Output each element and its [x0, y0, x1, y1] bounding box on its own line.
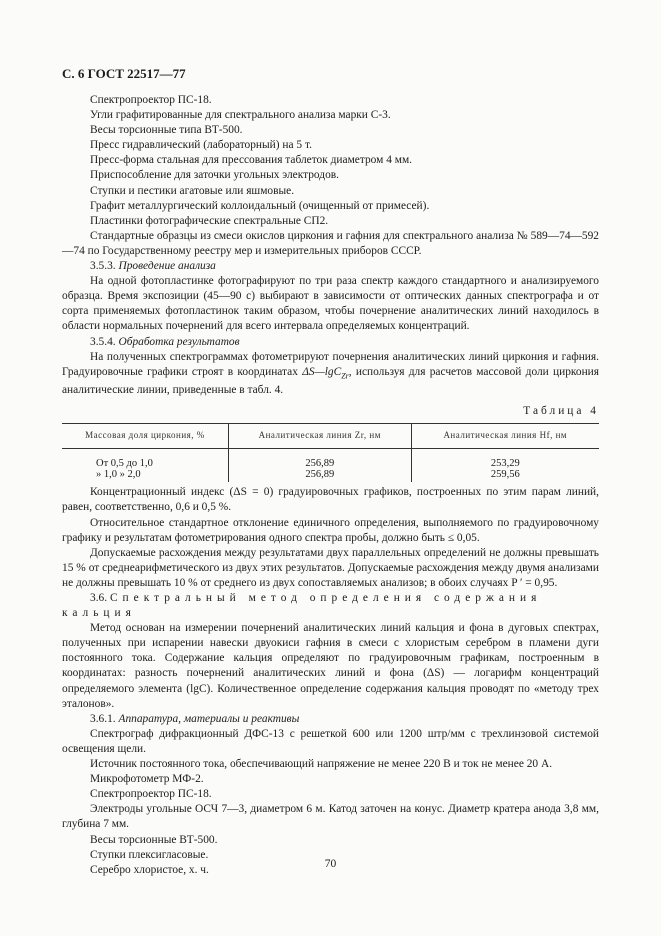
table-header-cell: Массовая доля циркония, % — [62, 424, 228, 449]
section-text: Метод основан на измерении почернений аналитических линий кальция и фона в дуговых спектрах, полученных при испарении навески двуокиси гафния в смеси с хлористым серебром в пламени дуги постоянного тока. Содержание кальция определяют по градуировочным графикам, построенным в координатах: разность почернений аналитических линий и фона (ΔS) — логарифм концентраций определяемого элемента (lgC). Количественное определение содержания кальция проводят по «методу трех эталонов». — [62, 622, 599, 710]
section-text: На одной фотопластинке фотографируют по три раза спектр каждого стандартного и анализируемого образца. Время экспозиции (45—90 с) выбирают в зависимости от оптических данных спектрографа и от сорта применяемых фотопластинок таким образом, чтобы почернение аналитических линий находилось в области нормальных почернений для всего интервала определяемых концентраций. — [62, 275, 599, 333]
formula: ΔS—lgC — [302, 365, 342, 378]
table-cell: От 0,5 до 1,0 — [96, 458, 153, 470]
table-cell: 256,89 — [228, 469, 411, 482]
section-title: Аппаратура, материалы и реактивы — [118, 712, 300, 725]
table-cell: » 1,0 » 2,0 — [96, 469, 141, 481]
section-heading-3-5-3 — [62, 259, 599, 274]
equipment-item: Ступки и пестики агатовые или яшмовые. — [90, 184, 295, 197]
equipment-item: Ступки плексигласовые. — [90, 848, 209, 861]
table-cell: 253,29 — [411, 449, 599, 470]
equipment-item: Графит металлургический коллоидальный (очищенный от примесей). — [90, 199, 430, 212]
formula-subscript: Zr — [341, 370, 349, 380]
document-body — [62, 93, 599, 878]
equipment-item: Серебро хлористое, х. ч. — [90, 863, 209, 876]
equipment-item: Микрофотометр МФ-2. — [90, 773, 204, 786]
paragraph: Концентрационный индекс (ΔS = 0) градуировочных графиков, построенных по этим парам линий, равен, соответственно, 0,6 и 0,5 %. — [62, 486, 599, 514]
section-number: 3.5.3. — [90, 260, 116, 273]
equipment-item: Источник постоянного тока, обеспечивающий напряжение не менее 220 В и ток не менее 20 А. — [90, 758, 553, 771]
section-heading-3-6-1 — [62, 712, 599, 727]
equipment-item: Спектропроектор ПС-18. — [90, 788, 212, 801]
standards-paragraph: Стандартные образцы из смеси окислов циркония и гафния для спектрального анализа № 589—74—592—74 по Государственному реестру мер и измерительных приборов СССР. — [62, 229, 599, 257]
text-before-formula: На полученных спектрограммах фотометрируют почернения аналитических линий циркония и гафния. Градуировочные графики строят в координатах — [62, 350, 599, 378]
table-header-cell: Аналитическая линия Hf, нм — [411, 424, 599, 449]
equipment-item: Угли графитированные для спектрального анализа марки С-3. — [90, 109, 391, 122]
text-after-formula: , используя для расчетов массовой доли циркония аналитические линии, приведенные в табл. 4. — [62, 365, 600, 397]
equipment-item: Весы торсионные ВТ-500. — [90, 833, 218, 846]
equipment-item: Спектропроектор ПС-18. — [90, 94, 212, 106]
equipment-item: Электроды угольные ОСЧ 7—3, диаметром 6 м. Катод заточен на конус. Диаметр кратера анода 3,8 мм, глубина 7 мм. — [62, 803, 599, 831]
page-number: 70 — [324, 858, 337, 870]
section-title: Проведение анализа — [118, 260, 216, 273]
equipment-item: Пресс гидравлический (лабораторный) на 5 т. — [90, 139, 312, 152]
table-title: Таблица 4 — [523, 405, 599, 418]
section-number: 3.6.1. — [90, 712, 116, 725]
table-header-row — [62, 424, 599, 449]
section-heading-3-5-4 — [62, 335, 599, 350]
table-row — [62, 449, 599, 470]
equipment-item: Приспособление для заточки угольных электродов. — [90, 169, 340, 182]
section-number: 3.5.4. — [90, 335, 116, 348]
table-row — [62, 469, 599, 482]
equipment-item: Пластинки фотографические спектральные СП2. — [90, 214, 329, 227]
paragraph: Допускаемые расхождения между результатами двух параллельных определений не должны превышать 15 % от среднеарифметического из двух этих результатов. Допускаемые расхождения между двумя анализами не должны превышать 10 % от среднего из двух сопоставляемых анализов; в обоих случаях P ′ = 0,95. — [62, 546, 599, 589]
section-number: 3.6. — [90, 592, 108, 604]
paragraph: Относительное стандартное отклонение единичного определения, выполняемого по градуировочному графику и результатам фотометрирования одного спектра пробы, должно быть ≤ 0,05. — [62, 516, 599, 544]
table-cell: 259,56 — [411, 469, 599, 482]
section-heading-3-6 — [62, 591, 599, 621]
equipment-item: Пресс-форма стальная для прессования таблеток диаметром 4 мм. — [90, 154, 413, 167]
section-title: Обработка результатов — [118, 335, 240, 348]
section-title: Спектральный метод определения содержания кальция — [62, 592, 542, 620]
table-4 — [62, 423, 599, 482]
page-header: С. 6 ГОСТ 22517—77 — [62, 66, 186, 81]
equipment-item: Весы торсионные типа ВТ-500. — [90, 124, 243, 137]
equipment-item: Спектрограф дифракционный ДФС-13 с решеткой 600 или 1200 штр/мм с трехлинзовой системой освещения щели. — [62, 727, 599, 755]
section-text — [62, 350, 599, 399]
table-cell: 256,89 — [228, 449, 411, 470]
table-header-cell: Аналитическая линия Zr, нм — [228, 424, 411, 449]
